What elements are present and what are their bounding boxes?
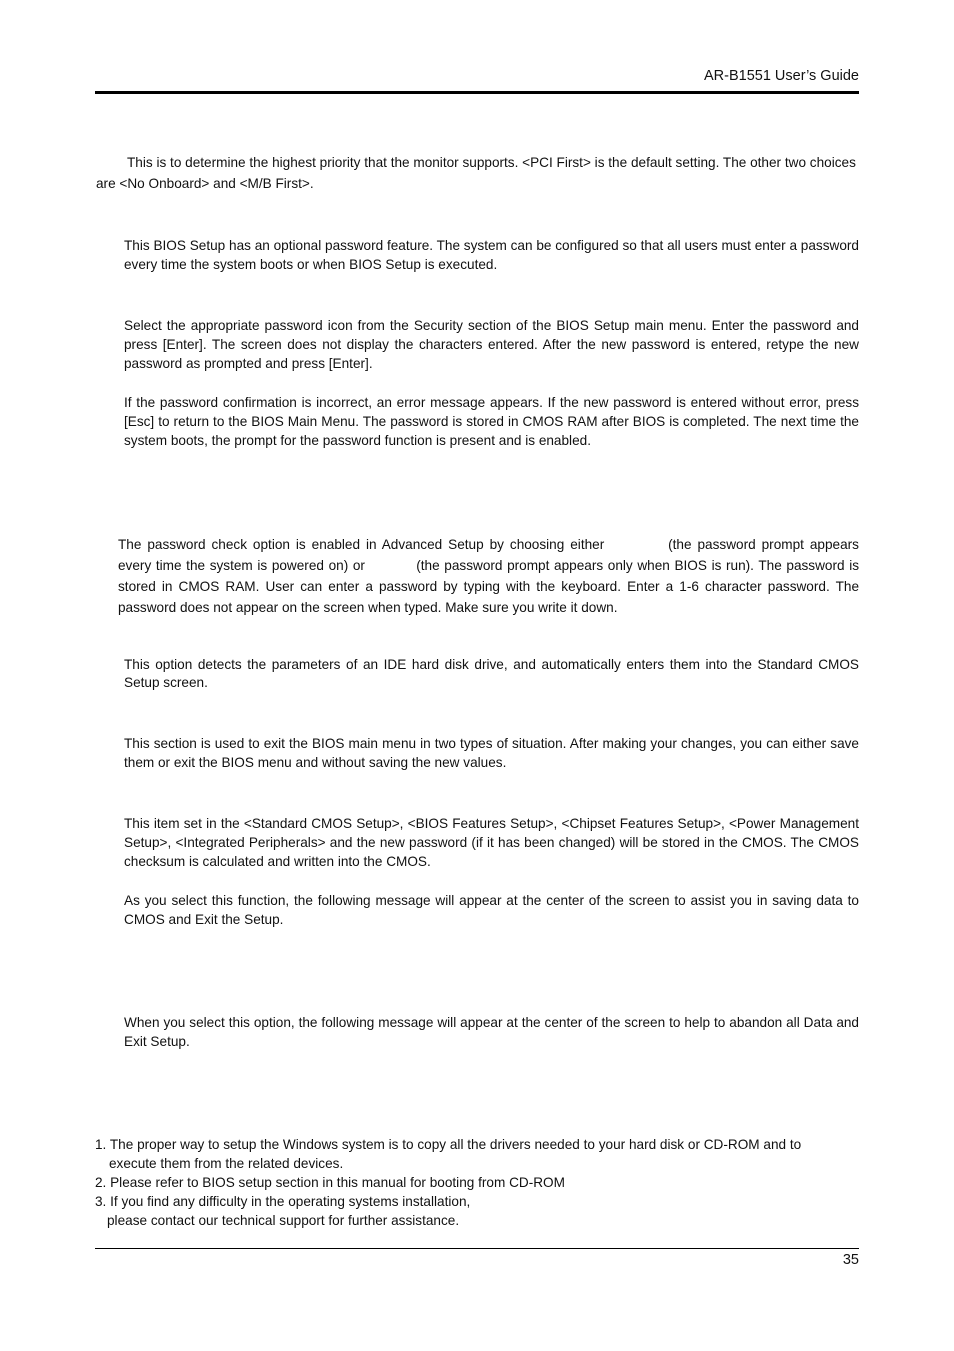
password-check-part-c: (the password prompt appears only when BIOS is run). The password is stored in CMOS RAM. User can enter a password by typing with the keyboard. Enter a 1-6 character password. The password does not appear on the screen when typed. Make sure you write it down. bbox=[118, 558, 860, 615]
save-item-paragraph: This item set in the <Standard CMOS Setup>, <BIOS Features Setup>, <Chipset Features Setup>, <Power Management Setup>, <Integrated Peripherals> and the new password (if it has been changed) will be stored in the CMOS. The CMOS checksum is calculated and written into the CMOS. bbox=[124, 816, 859, 869]
note-item-1: 1. The proper way to setup the Windows system is to copy all the drivers needed to your hard disk or CD-ROM and to bbox=[95, 1137, 802, 1152]
abandon-message-paragraph: When you select this option, the following message will appear at the center of the screen to help to abandon all Data and Exit Setup. bbox=[124, 1015, 859, 1049]
password-confirm-paragraph: If the password confirmation is incorrect, an error message appears. If the new password is entered without error, press [Esc] to return to the BIOS Main Menu. The password is stored in CMOS RAM after BIOS is completed. The next time the system boots, the prompt for the password function is present and is enabled. bbox=[124, 395, 859, 448]
note-item-3: 3. If you find any difficulty in the operating systems installation, bbox=[95, 1194, 471, 1209]
note-item-1-continued: execute them from the related devices. bbox=[109, 1156, 344, 1171]
note-item-2: 2. Please refer to BIOS setup section in this manual for booting from CD-ROM bbox=[95, 1175, 565, 1190]
note-item-3-continued: please contact our technical support for further assistance. bbox=[107, 1213, 460, 1228]
monitor-priority-paragraph: This is to determine the highest priority that the monitor supports. <PCI First> is the default setting. The other two choices are <No Onboard> and <M/B First>. bbox=[96, 155, 856, 191]
header-title: AR-B1551 User’s Guide bbox=[703, 68, 859, 84]
ide-detect-paragraph: This option detects the parameters of an IDE hard disk drive, and automatically enters them into the Standard CMOS Setup screen. bbox=[124, 657, 859, 690]
password-check-part-b: (the password prompt appears every time the system is powered on) or bbox=[118, 537, 859, 573]
password-check-paragraph bbox=[118, 534, 859, 618]
password-check-part-a: The password check option is enabled in Advanced Setup by choosing either bbox=[118, 537, 605, 552]
notes-list bbox=[95, 1135, 859, 1230]
password-select-paragraph: Select the appropriate password icon from the Security section of the BIOS Setup main menu. Enter the password and press [Enter]. The screen does not display the characters entered. After the new password is entered, retype the new password as prompted and press [Enter]. bbox=[124, 318, 859, 371]
save-message-paragraph: As you select this function, the following message will appear at the center of the screen to assist you in saving data to CMOS and Exit the Setup. bbox=[124, 893, 859, 927]
header-rule bbox=[95, 91, 859, 94]
password-intro-paragraph: This BIOS Setup has an optional password feature. The system can be configured so that all users must enter a password every time the system boots or when BIOS Setup is executed. bbox=[124, 238, 859, 272]
exit-section-paragraph: This section is used to exit the BIOS main menu in two types of situation. After making your changes, you can either save them or exit the BIOS menu and without saving the new values. bbox=[124, 736, 859, 770]
footer-rule bbox=[95, 1248, 859, 1249]
page-number: 35 bbox=[842, 1252, 859, 1268]
